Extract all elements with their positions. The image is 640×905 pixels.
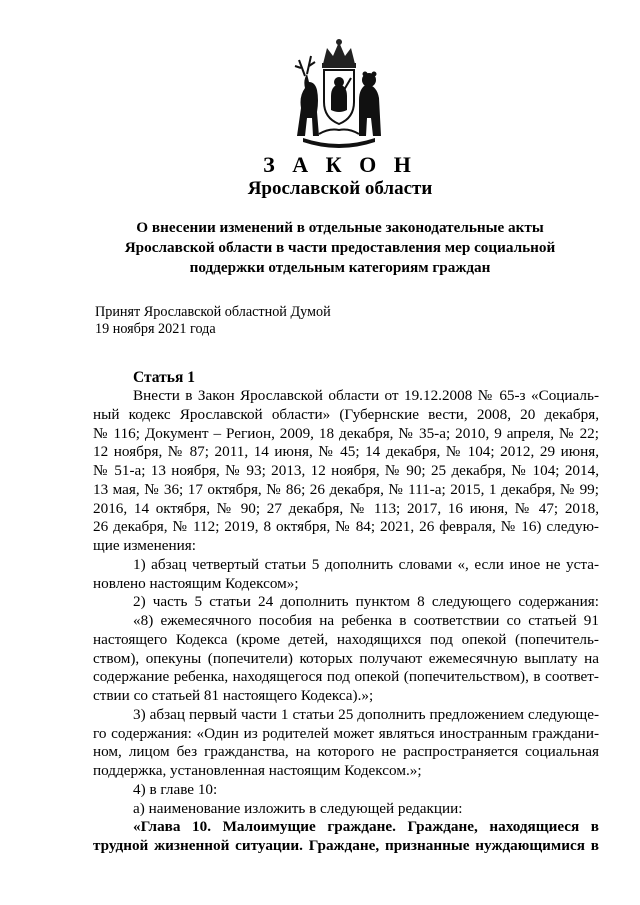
body-line: 2) часть 5 статьи 24 дополнить пунктом 8 следующего содержания: (133, 593, 599, 611)
body-line: ством), опекуны (попечители) которых получают ежемесячную выплату на (93, 649, 599, 667)
body-line: 13 мая, № 36; 17 октября, № 86; 26 декабря, № 111-а; 2015, 1 декабря, № 99; (93, 480, 599, 498)
body-line: содержание ребенка, находящегося под опекой (попечительством), в соответ- (93, 668, 599, 686)
document-subtitle: Ярославской области (247, 178, 433, 199)
body-line: ный кодекс Ярославской области» (Губернские вести, 2008, 20 декабря, (93, 405, 599, 423)
body-line: трудной жизненной ситуации. Граждане, признанные нуждающимися в (93, 837, 599, 854)
heading-line: О внесении изменений в отдельные законодательные акты (136, 219, 544, 236)
body-line: 26 декабря, № 112; 2019, 8 октября, № 84; 2021, 26 февраля, № 16) следую- (93, 518, 599, 536)
article-title: Статья 1 (133, 369, 195, 386)
coat-of-arms-icon (289, 38, 389, 150)
body-line: № 116; Документ – Регион, 2009, 18 декабря, № 35-а; 2010, 9 апреля, № 22; (93, 424, 599, 442)
heading-line: поддержки отдельным категориям граждан (189, 259, 491, 276)
body-line: а) наименование изложить в следующей редакции: (133, 799, 463, 817)
adoption-line: 19 ноября 2021 года (95, 321, 216, 337)
body-line: ном, лицом без гражданства, на которого не распространяется социальная (93, 743, 599, 761)
body-line: Внести в Закон Ярославской области от 19.12.2008 № 65-з «Социаль- (133, 387, 599, 404)
article-body (93, 387, 599, 856)
body-line: ствии со статьей 81 настоящего Кодекса).»; (93, 687, 374, 704)
heading-line: Ярославской области в части предоставления мер социальной (124, 239, 556, 256)
adoption-line: Принят Ярославской областной Думой (95, 304, 331, 320)
body-line: № 51-а; 13 ноября, № 93; 2013, 12 ноября, № 90; 25 декабря, № 104; 2014, (93, 462, 599, 479)
body-line: 4) в главе 10: (133, 780, 218, 798)
body-line: щие изменения: (93, 537, 196, 554)
document-title: З А К О Н (263, 152, 417, 177)
body-line: го содержания: «Один из родителей может являться иностранным граждани- (93, 724, 599, 742)
body-line: 2016, 14 октября, № 90; 27 декабря, № 113; 2017, 16 июня, № 47; 2018, (93, 499, 599, 517)
body-line: поддержка, установленная настоящим Кодексом.»; (93, 762, 422, 779)
body-line: «8) ежемесячного пособия на ребенка в соответствии со статьей 91 (133, 612, 599, 629)
body-line: «Глава 10. Малоимущие граждане. Граждане, находящиеся в (133, 818, 599, 836)
body-line: 1) абзац четвертый статьи 5 дополнить словами «, если иное не уста- (133, 555, 599, 573)
body-line: 3) абзац первый части 1 статьи 25 дополнить предложением следующе- (133, 705, 599, 723)
adoption-note (95, 304, 331, 338)
body-line: 12 ноября, № 87; 2011, 14 июня, № 45; 14 декабря, № 104; 2012, 29 июня, (93, 443, 599, 461)
body-line: настоящего Кодекса (кроме детей, находящихся под опекой (попечитель- (93, 630, 599, 648)
law-heading (120, 218, 560, 278)
body-line: новлено настоящим Кодексом»; (93, 574, 299, 592)
